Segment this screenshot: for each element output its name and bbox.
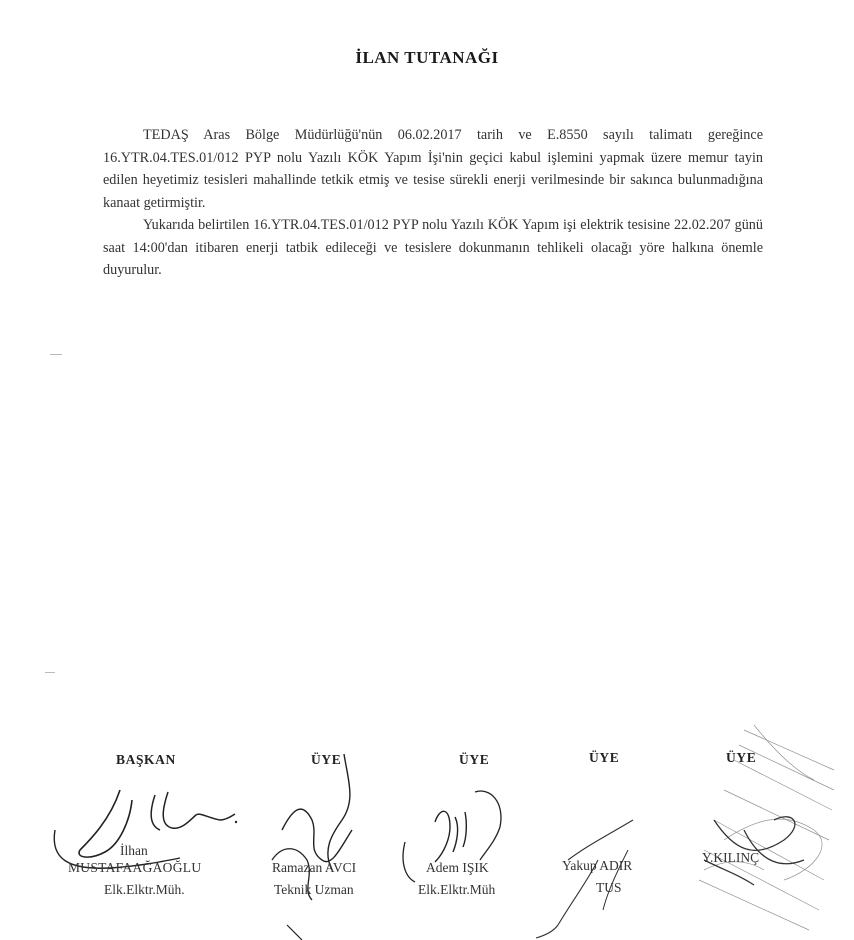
signature-role: ÜYE — [589, 750, 620, 765]
signature-role: ÜYE — [726, 750, 757, 765]
paragraph-1: TEDAŞ Aras Bölge Müdürlüğü'nün 06.02.2017 tarih ve E.8550 sayılı talimatı gereğince 16.YTR.04.TES.01/012 PYP nolu Yazılı KÖK Yapım İşi'nin geçici kabul işlemini yapmak üzere memur tayin edilen heyetimiz tesisleri mahallinde tetkik etmiş ve tesise sürekli enerji verilmesinde bir sakınca bulunmadığına kanaat getirmiştir. — [103, 127, 763, 211]
signature-name: Yakup ADIR — [562, 858, 633, 873]
document-title: İLAN TUTANAĞI — [355, 48, 499, 67]
signature-role: ÜYE — [311, 752, 342, 767]
signature-first-name: İlhan — [120, 843, 148, 858]
signature-role: ÜYE — [459, 752, 490, 767]
margin-mark — [45, 672, 55, 673]
signature-scribble — [262, 750, 382, 940]
signature-name: Adem IŞIK — [426, 860, 489, 875]
signature-name: Ramazan AVCI — [272, 860, 357, 875]
margin-mark — [50, 354, 62, 355]
signature-title: Teknik Uzman — [274, 882, 354, 897]
signature-role: BAŞKAN — [116, 752, 176, 767]
signature-title: TUS — [596, 880, 622, 895]
stamp-scribble — [684, 710, 844, 940]
signature-title: Elk.Elktr.Müh. — [104, 882, 185, 897]
signature-title: Elk.Elktr.Müh — [418, 882, 496, 897]
document-body — [103, 124, 763, 282]
signature-name: Y.KILINÇ — [702, 850, 760, 865]
paragraph-2: Yukarıda belirtilen 16.YTR.04.TES.01/012 PYP nolu Yazılı KÖK Yapım işi elektrik tesisine 22.02.207 günü saat 14:00'dan itibaren enerji tatbik edileceği ve tesislere dokunmanın tehlikeli olacağı yöre halkına önemle duyurulur. — [103, 217, 763, 278]
signature-name: MUSTAFAAĞAOĞLU — [68, 860, 202, 875]
